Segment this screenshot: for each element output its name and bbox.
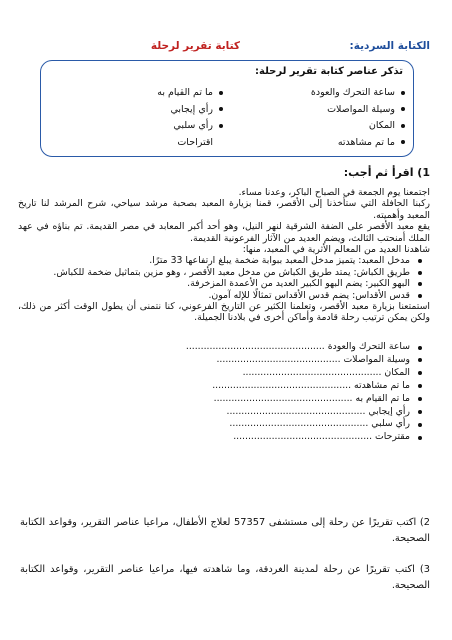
worksheet-title: كتابة تقرير لرحلة: [150, 40, 240, 52]
landmarks-list: [18, 255, 430, 301]
reminder-list-left: [157, 85, 223, 151]
fill-in-item[interactable]: ما تم القيام به ...............................................: [18, 393, 430, 406]
passage-paragraph: ركبنا الحافلة التي ستأخذنا إلى الأقصر، قمنا بزيارة المعبد بصحبة مرشد سياحي، شرح المرشد لنا تاريخ المعبد وأهميته.: [18, 198, 430, 221]
reminder-item: ما تم مشاهدته: [311, 135, 405, 152]
reminder-item: اقتراحات: [177, 136, 213, 148]
passage-paragraph: اجتمعنا يوم الجمعة في الصباح الباكر، وعدنا مساء.: [238, 187, 430, 198]
bullet-icon: [401, 124, 405, 128]
reminder-item: وسيلة المواصلات: [311, 102, 405, 119]
reminder-item: ما تم القيام به: [157, 85, 223, 102]
reminder-item: ساعة التحرك والعودة: [311, 85, 405, 102]
fill-in-list: [18, 341, 430, 444]
question-1-heading: 1) اقرأ ثم أجب:: [343, 166, 430, 179]
fill-in-item[interactable]: وسيلة المواصلات ..........................................: [18, 354, 430, 367]
reminder-list-right: [311, 85, 405, 151]
bullet-icon: [219, 91, 223, 95]
question-2: 2) اكتب تقريرًا عن رحلة إلى مستشفى 57357 لعلاج الأطفال، مراعيا عناصر التقرير، وقواعد الكتابة الصحيحة.: [20, 517, 430, 544]
reading-passage: [18, 187, 430, 324]
reminder-item: المكان: [311, 118, 405, 135]
passage-paragraph: استمتعنا بزيارة معبد الأقصر، وتعلمنا الكثير عن التاريخ الفرعوني، كنا نتمنى أن يطول الوقت أكثر من ذلك، ولكن يمكن ترتيب رحلة قادمة وأماكن أخرى في بلادنا الجميلة.: [18, 301, 430, 324]
fill-in-item[interactable]: رأي إيجابي ...............................................: [18, 406, 430, 419]
landmark-item: قدس الأقداس: يضم قدس الأقداس تمثالًا للإله آمون.: [18, 290, 430, 301]
question-3: 3) اكتب تقريرًا عن رحلة لمدينة الغردقة، وما شاهدته فيها، مراعيا عناصر التقرير، وقواعد الكتابة الصحيحة.: [20, 564, 430, 591]
section-label: الكتابة السردية:: [349, 40, 430, 52]
landmark-item: مدخل المعبد: يتميز مدخل المعبد ببوابة ضخمة يبلغ ارتفاعها 33 مترًا.: [18, 255, 430, 266]
fill-in-item[interactable]: ساعة التحرك والعودة ...............................................: [18, 341, 430, 354]
fill-in-item[interactable]: المكان ...............................................: [18, 367, 430, 380]
header: [20, 40, 430, 56]
fill-in-item[interactable]: رأي سلبي ...............................................: [18, 418, 430, 431]
reminder-item: رأي إيجابي: [157, 102, 223, 119]
reminder-box: [40, 60, 414, 157]
bullet-icon: [219, 107, 223, 111]
landmark-item: طريق الكباش: يمتد طريق الكباش من مدخل معبد الأقصر ، وهو مزين بتماثيل ضخمة للكباش.: [18, 267, 430, 278]
bullet-icon: [401, 107, 405, 111]
bullet-icon: [401, 140, 405, 144]
landmark-item: البهو الكبير: يضم البهو الكبير العديد من الأعمدة المزخرفة.: [18, 278, 430, 289]
bullet-icon: [219, 124, 223, 128]
fill-in-item[interactable]: مقترحات ...............................................: [18, 431, 430, 444]
passage-paragraph: شاهدنا العديد من المعالم الأثرية في المعبد، منها:: [242, 244, 430, 256]
reminder-item: رأي سلبي: [157, 118, 223, 135]
reminder-title: تذكر عناصر كتابة تقرير لرحلة:: [255, 66, 403, 77]
bullet-icon: [401, 91, 405, 95]
passage-paragraph: يقع معبد الأقصر على الضفة الشرقية لنهر النيل، وهو أحد أكبر المعابد في مصر القديمة. تم بناؤه في عهد الملك أمنحتب الثالث، ويضم العديد من الآثار الفرعونية القديمة.: [18, 221, 430, 244]
fill-in-item[interactable]: ما تم مشاهدته ...............................................: [18, 380, 430, 393]
